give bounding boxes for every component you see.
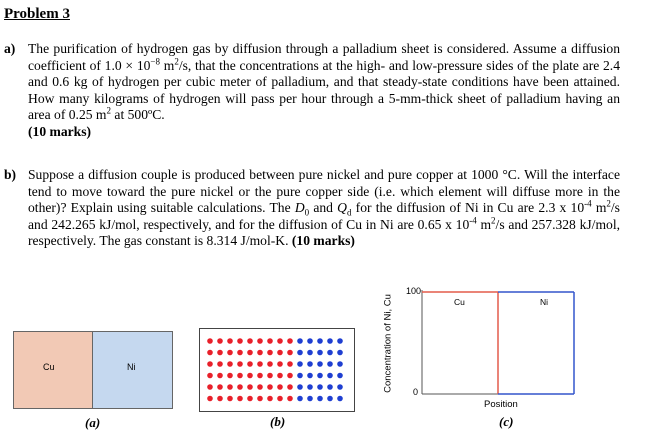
cu-atom — [267, 373, 273, 379]
ni-atom — [297, 338, 303, 344]
ni-atom — [337, 338, 343, 344]
concentration-plot — [380, 282, 580, 412]
cu-atom — [217, 396, 223, 402]
ni-atom — [337, 396, 343, 402]
ni-atom — [297, 350, 303, 356]
cu-atom — [247, 338, 253, 344]
ni-atom — [337, 350, 343, 356]
ni-atom — [317, 338, 323, 344]
cu-atom — [207, 338, 213, 344]
cu-atom — [227, 396, 233, 402]
cu-atom — [257, 373, 263, 379]
figure-b — [199, 328, 355, 412]
cu-atom — [267, 361, 273, 367]
ni-atom — [337, 373, 343, 379]
ni-atom — [307, 396, 313, 402]
ni-atom — [317, 373, 323, 379]
cu-atom — [277, 396, 283, 402]
cu-atom — [247, 384, 253, 390]
ni-atom — [307, 338, 313, 344]
cu-atom — [207, 396, 213, 402]
cu-atom — [207, 361, 213, 367]
cu-atom — [277, 373, 283, 379]
cu-label: Cu — [43, 362, 55, 372]
cu-atom — [267, 396, 273, 402]
caption-c: (c) — [499, 414, 514, 429]
cu-atom — [287, 373, 293, 379]
atom-lattice — [200, 329, 354, 411]
cu-atom — [227, 350, 233, 356]
cu-atom — [287, 338, 293, 344]
part-b-marks: (10 marks) — [291, 233, 355, 249]
cu-atom — [227, 361, 233, 367]
y-top-tick: 100 — [406, 286, 422, 296]
ni-atom — [317, 361, 323, 367]
cu-atom — [257, 361, 263, 367]
ni-atom — [337, 361, 343, 367]
ni-atom — [327, 384, 333, 390]
cu-atom — [277, 384, 283, 390]
y-axis-label: Concentration of Ni, Cu — [382, 294, 394, 393]
cu-atom — [287, 384, 293, 390]
part-b — [4, 167, 620, 250]
cu-atom — [237, 361, 243, 367]
cu-atom — [247, 396, 253, 402]
part-a — [4, 41, 621, 141]
problem-title: Problem 3 — [4, 6, 70, 22]
cu-atom — [207, 350, 213, 356]
cu-atom — [217, 350, 223, 356]
part-b-text: Suppose a diffusion couple is produced between pure nickel and pure copper at 1000 °C. Will the interface tend to move toward the pure nickel or the pure copper side (i.e. which element will diffuse more in the other)? Explain using suitable calculations. The $D_0$ and $Q_d$ for the diffusion of Ni in Cu are 2.3 x $10^{-4}$ $m^2/s$ and 242.265 kJ/mol, respectively, and for the diffusion of Cu in Ni are 0.65 x $10^{-4}$ $m^2/s$ and 257.328 kJ/mol, respectively. The gas constant is 8.314 J/mol-K. (10 marks) — [28, 167, 620, 249]
caption-b: (b) — [270, 414, 286, 429]
cu-atom — [227, 373, 233, 379]
ni-region-label: Ni — [540, 297, 549, 307]
figure-c — [380, 282, 580, 432]
cu-atom — [257, 396, 263, 402]
part-a-label: a) — [4, 41, 16, 56]
cu-atom — [217, 338, 223, 344]
x-axis-label: Position — [484, 399, 518, 410]
cu-atom — [257, 350, 263, 356]
cu-atom — [227, 384, 233, 390]
ni-atom — [327, 361, 333, 367]
cu-atom — [217, 373, 223, 379]
cu-atom — [247, 361, 253, 367]
y-bottom-tick: 0 — [413, 387, 419, 397]
ni-atom — [317, 350, 323, 356]
ni-atom — [317, 384, 323, 390]
ni-atom — [327, 338, 333, 344]
cu-atom — [217, 361, 223, 367]
cu-atom — [207, 373, 213, 379]
caption-a: (a) — [85, 415, 101, 430]
ni-label: Ni — [127, 362, 136, 372]
cu-atom — [207, 384, 213, 390]
cu-atom — [257, 338, 263, 344]
cu-atom — [237, 373, 243, 379]
ni-atom — [297, 384, 303, 390]
cu-atom — [237, 338, 243, 344]
cu-atom — [227, 338, 233, 344]
cu-atom — [257, 384, 263, 390]
cu-atom — [277, 361, 283, 367]
cu-atom — [237, 384, 243, 390]
ni-atom — [337, 384, 343, 390]
part-a-marks: (10 marks) — [28, 123, 92, 139]
cu-atom — [267, 338, 273, 344]
ni-atom — [317, 396, 323, 402]
ni-atom — [297, 373, 303, 379]
cu-atom — [247, 373, 253, 379]
figure-a — [13, 331, 173, 409]
cu-atom — [237, 396, 243, 402]
part-b-label: b) — [4, 167, 17, 182]
cu-atom — [247, 350, 253, 356]
cu-region-label: Cu — [454, 297, 465, 307]
ni-atom — [327, 350, 333, 356]
ni-atom — [327, 396, 333, 402]
cu-atom — [217, 384, 223, 390]
ni-atom — [297, 396, 303, 402]
cu-atom — [287, 361, 293, 367]
cu-atom — [287, 350, 293, 356]
ni-atom — [297, 361, 303, 367]
part-a-text: The purification of hydrogen gas by diffusion through a palladium sheet is considered. Assume a diffusion coefficient of $1.0 \times 10^{-8}$ $m^2/s$, that the concentrations at the high- and low-pressure sides of the plate are 2.4 and 0.6 kg of hydrogen per cubic meter of palladium, and that steady-state conditions have been attained. How many kilograms of hydrogen will pass per hour through a 5-mm-thick sheet of palladium having an area of 0.25 $m^2$ at 500ºC. (10 marks) — [28, 41, 621, 139]
cu-atom — [267, 350, 273, 356]
cu-atom — [277, 338, 283, 344]
ni-atom — [307, 361, 313, 367]
ni-atom — [307, 350, 313, 356]
ni-atom — [307, 384, 313, 390]
cu-atom — [237, 350, 243, 356]
cu-atom — [287, 396, 293, 402]
ni-atom — [327, 373, 333, 379]
cu-atom — [267, 384, 273, 390]
cu-atom — [277, 350, 283, 356]
ni-atom — [307, 373, 313, 379]
